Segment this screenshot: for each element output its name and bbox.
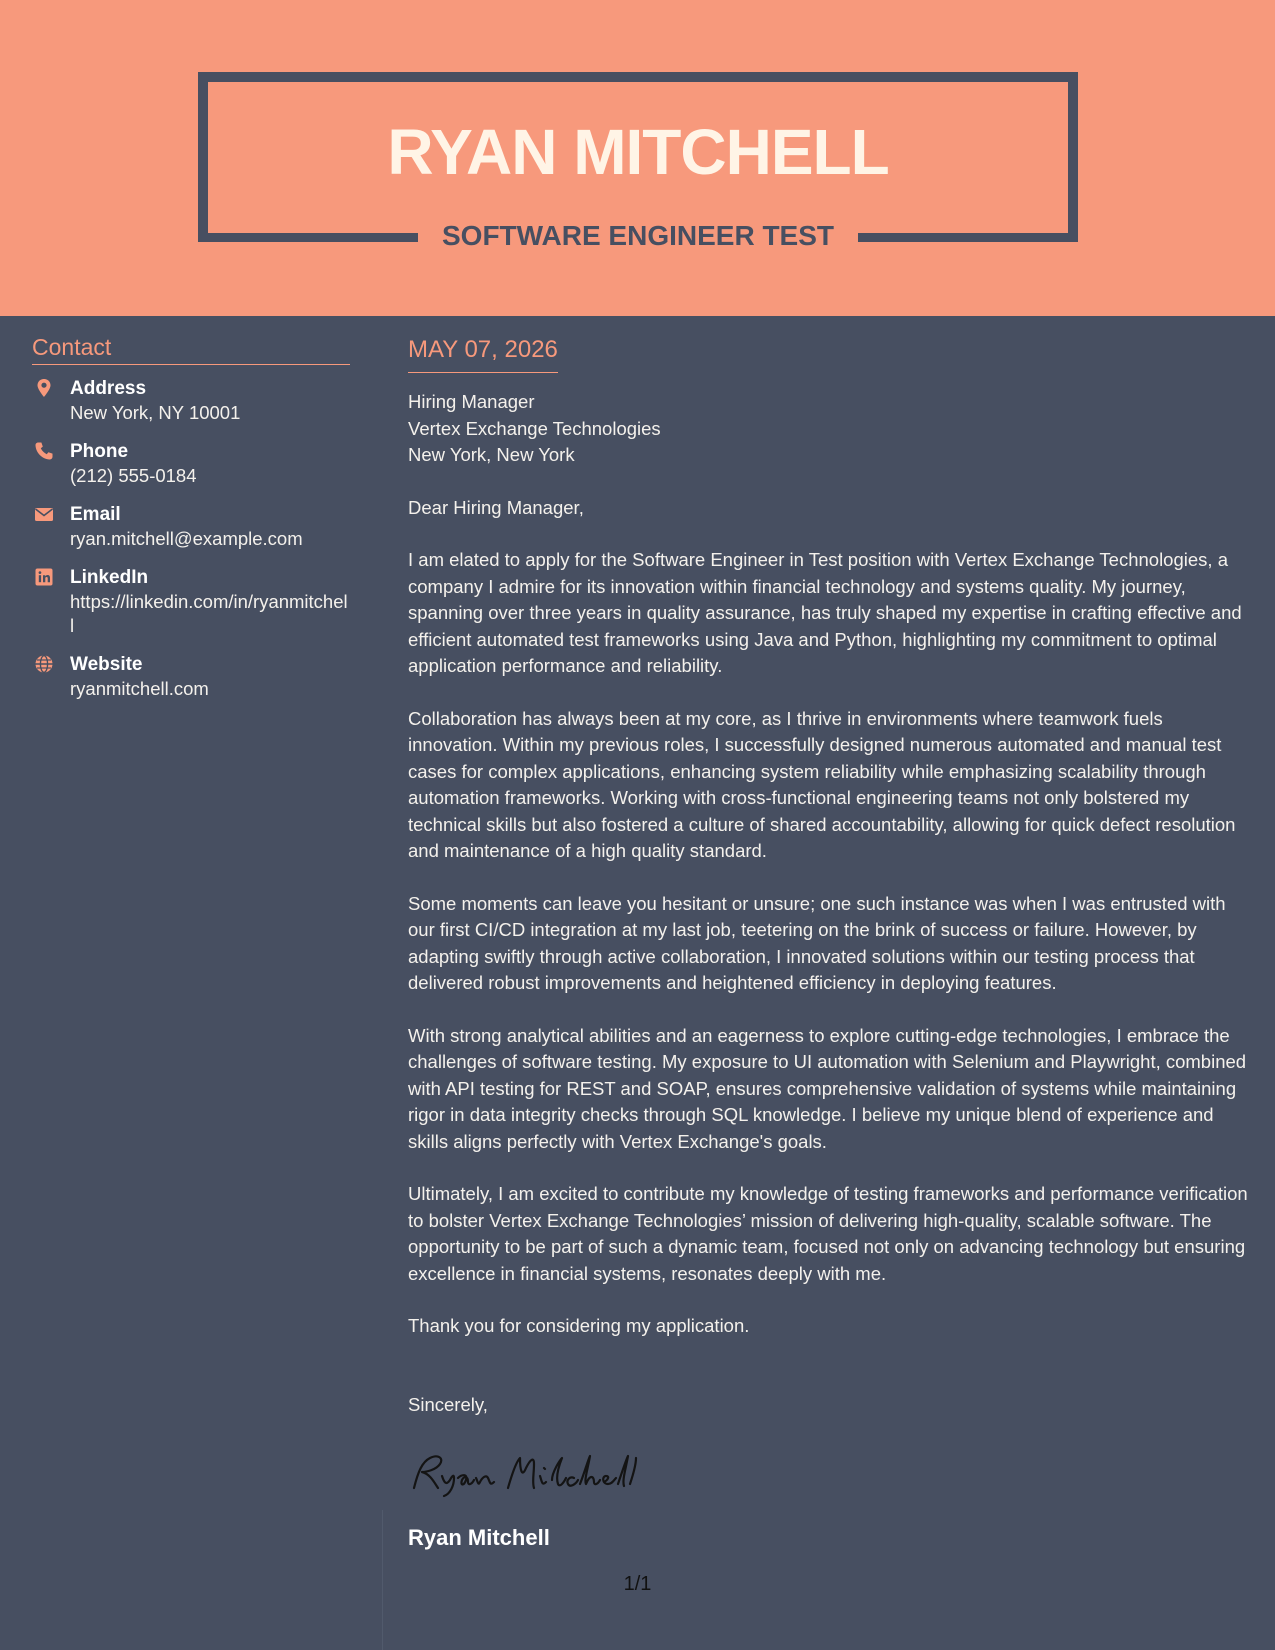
recipient-block bbox=[408, 389, 1248, 469]
contact-value: New York, NY 10001 bbox=[70, 402, 241, 423]
phone-icon bbox=[34, 441, 54, 461]
job-title: SOFTWARE ENGINEER TEST bbox=[441, 220, 835, 251]
recipient-location: New York, New York bbox=[408, 444, 575, 465]
globe-icon bbox=[34, 654, 54, 674]
signature bbox=[408, 1444, 1248, 1500]
recipient-company: Vertex Exchange Technologies bbox=[408, 417, 661, 439]
paragraph: Thank you for considering my application. bbox=[408, 1315, 750, 1336]
contact-label: LinkedIn bbox=[70, 567, 149, 588]
linkedin-icon bbox=[34, 567, 54, 587]
contact-value: ryan.mitchell@example.com bbox=[70, 528, 303, 549]
letter-body bbox=[408, 334, 1248, 1552]
header-frame-bottom-left bbox=[198, 233, 418, 242]
contact-linkedin bbox=[32, 566, 350, 638]
contact-sidebar bbox=[32, 332, 350, 716]
applicant-name: RYAN MITCHELL bbox=[387, 116, 889, 188]
contact-website bbox=[32, 653, 350, 701]
contact-label: Address bbox=[70, 378, 147, 399]
letter-date: MAY 07, 2026 bbox=[408, 334, 558, 373]
contact-phone bbox=[32, 440, 350, 488]
paragraph: With strong analytical abilities and an eagerness to explore cutting-edge technologies, I embrace the challenges of software testing. My exposure to UI automation with Selenium and Playwright, combined with API testing for REST and SOAP, ensures comprehensive validation of systems while maintaining rigor in data integrity checks through SQL knowledge. I believe my unique blend of experience and skills aligns perfectly with Vertex Exchange's goals. bbox=[408, 1024, 1247, 1152]
contact-address bbox=[32, 377, 350, 425]
contact-label: Email bbox=[70, 504, 121, 525]
linkedin-link[interactable]: https://linkedin.com/in/ryanmitchell bbox=[70, 591, 348, 636]
signature-image bbox=[408, 1444, 638, 1500]
header-frame-bottom-right bbox=[858, 233, 1078, 242]
signer-name: Ryan Mitchell bbox=[408, 1525, 550, 1550]
salutation: Dear Hiring Manager, bbox=[408, 496, 584, 518]
contact-heading: Contact bbox=[32, 332, 350, 365]
contact-value: (212) 555-0184 bbox=[70, 465, 197, 486]
paragraph: Some moments can leave you hesitant or unsure; one such instance was when I was entrusted with our first CI/CD integration at my last job, teetering on the brink of success or failure. However, by adapting swiftly through active collaboration, I innovated solutions within our testing process that delivered robust improvements and heightened efficiency in deploying features. bbox=[408, 892, 1226, 993]
paragraph: I am elated to apply for the Software Engineer in Test position with Vertex Exchange Technologies, a company I admire for its innovation within financial technology and systems quality. My journey, spanning over three years in quality assurance, has truly shaped my expertise in crafting effective and efficient automated test frameworks using Java and Python, highlighting my commitment to optimal application performance and reliability. bbox=[408, 549, 1242, 676]
contact-label: Website bbox=[70, 654, 143, 675]
recipient-title: Hiring Manager bbox=[408, 391, 535, 412]
paragraph: Collaboration has always been at my core, as I thrive in environments where teamwork fuels innovation. Within my previous roles, I successfully designed numerous automated and manual test cases for complex applications, enhancing system reliability while emphasizing scalability through automation frameworks. Working with cross-functional engineering teams not only bolstered my technical skills but also fostered a culture of shared accountability, allowing for quick defect resolution and maintenance of a high quality standard. bbox=[408, 707, 1236, 861]
paragraph: Ultimately, I am excited to contribute my knowledge of testing frameworks and performance verification to bolster Vertex Exchange Technologies’ mission of delivering high-quality, scalable software. The opportunity to be part of such a dynamic team, focused not only on advancing technology but ensuring excellence in financial systems, resonates deeply with me. bbox=[408, 1183, 1248, 1284]
map-pin-icon bbox=[34, 378, 54, 398]
page-number: 1/1 bbox=[623, 1573, 652, 1595]
header-band bbox=[0, 0, 1275, 316]
contact-email bbox=[32, 503, 350, 551]
website-link[interactable]: ryanmitchell.com bbox=[70, 678, 209, 699]
contact-label: Phone bbox=[70, 441, 129, 462]
closing: Sincerely, bbox=[408, 1393, 488, 1415]
envelope-icon bbox=[34, 504, 54, 524]
